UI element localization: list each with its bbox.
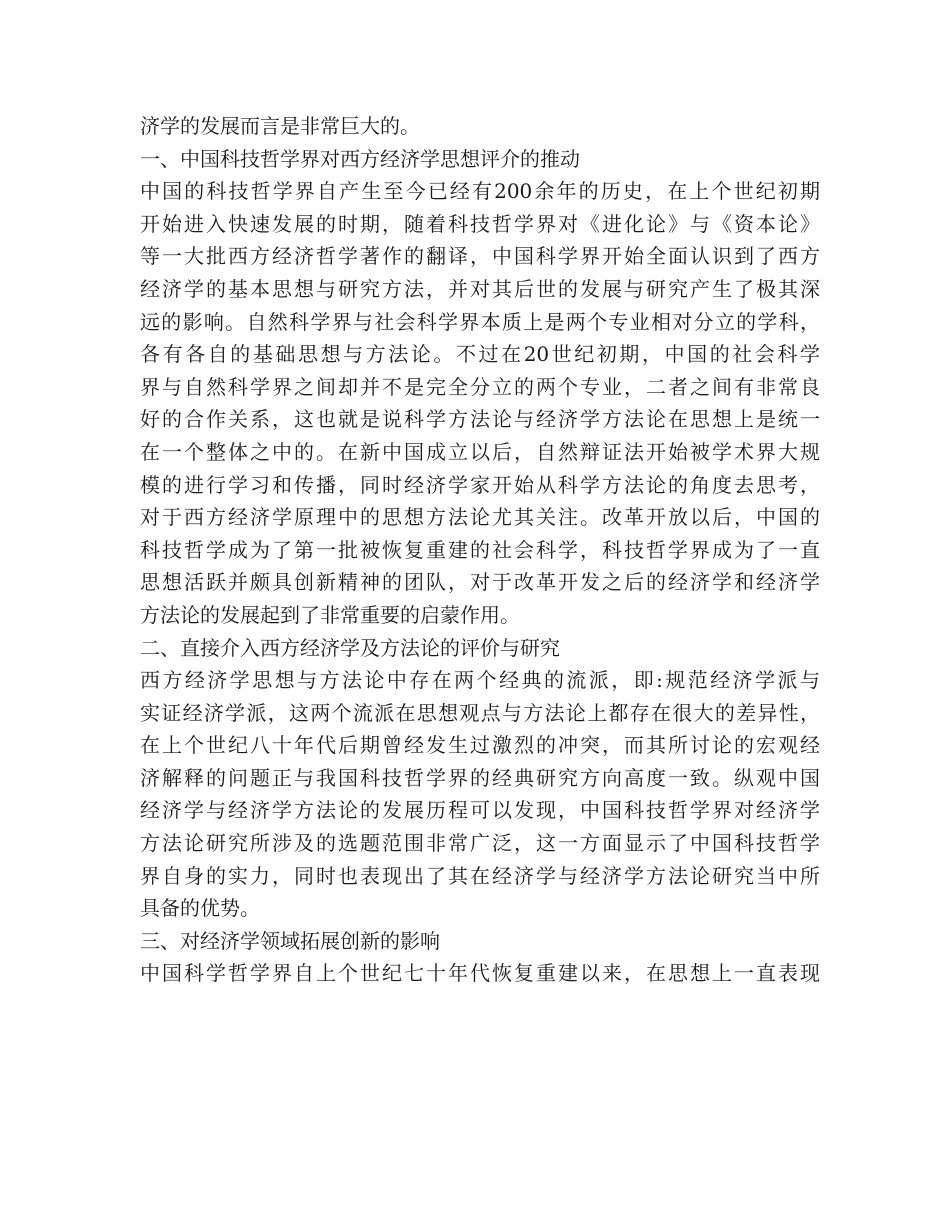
- text-line: 等一大批西方经济哲学著作的翻译，中国科学界开始全面认识到了西方: [140, 244, 820, 269]
- text-line: 方法论研究所涉及的选题范围非常广泛，这一方面显示了中国科技哲学: [140, 831, 820, 856]
- text-line: 中国科学哲学界自上个世纪七十年代恢复重建以来，在思想上一直表现: [140, 961, 820, 986]
- text-line: 界与自然科学界之间却并不是完全分立的两个专业，二者之间有非常良: [140, 374, 820, 399]
- section-heading: 一、中国科技哲学界对西方经济学思想评介的推动: [140, 146, 580, 171]
- text-line: 在上个世纪八十年代后期曾经发生过激烈的冲突，而其所讨论的宏观经: [140, 733, 820, 758]
- document-body: [140, 110, 820, 990]
- text-line: 具备的优势。: [140, 896, 260, 921]
- section-heading: 三、对经济学领域拓展创新的影响: [140, 928, 440, 953]
- text-line: 经济学与经济学方法论的发展历程可以发现，中国科技哲学界对经济学: [140, 798, 820, 823]
- text-line: 实证经济学派，这两个流派在思想观点与方法论上都存在很大的差异性，: [140, 700, 820, 725]
- text-line: 好的合作关系，这也就是说科学方法论与经济学方法论在思想上是统一: [140, 407, 820, 432]
- text-line: 界自身的实力，同时也表现出了其在经济学与经济学方法论研究当中所: [140, 863, 820, 888]
- text-line: 中国的科技哲学界自产生至今已经有200余年的历史，在上个世纪初期: [140, 179, 820, 204]
- text-line: 方法论的发展起到了非常重要的启蒙作用。: [140, 602, 520, 627]
- text-line: 济学的发展而言是非常巨大的。: [140, 114, 420, 138]
- text-line: 济解释的问题正与我国科技哲学界的经典研究方向高度一致。纵观中国: [140, 765, 820, 790]
- text-line: 模的进行学习和传播，同时经济学家开始从科学方法论的角度去思考，: [140, 472, 820, 497]
- text-line: 西方经济学思想与方法论中存在两个经典的流派，即:规范经济学派与: [140, 668, 820, 693]
- text-line: 各有各自的基础思想与方法论。不过在20世纪初期，中国的社会科学: [140, 342, 820, 367]
- text-line: 经济学的基本思想与研究方法，并对其后世的发展与研究产生了极其深: [140, 276, 820, 301]
- text-line: 远的影响。自然科学界与社会科学界本质上是两个专业相对分立的学科，: [140, 309, 820, 334]
- text-line: 开始进入快速发展的时期，随着科技哲学界对《进化论》与《资本论》: [140, 211, 820, 236]
- section-heading: 二、直接介入西方经济学及方法论的评价与研究: [140, 635, 560, 660]
- text-line: 在一个整体之中的。在新中国成立以后，自然辩证法开始被学术界大规: [140, 439, 820, 464]
- text-line: 科技哲学成为了第一批被恢复重建的社会科学，科技哲学界成为了一直: [140, 537, 820, 562]
- text-line: 对于西方经济学原理中的思想方法论尤其关注。改革开放以后，中国的: [140, 505, 820, 530]
- text-line: 思想活跃并颇具创新精神的团队，对于改革开发之后的经济学和经济学: [140, 570, 820, 595]
